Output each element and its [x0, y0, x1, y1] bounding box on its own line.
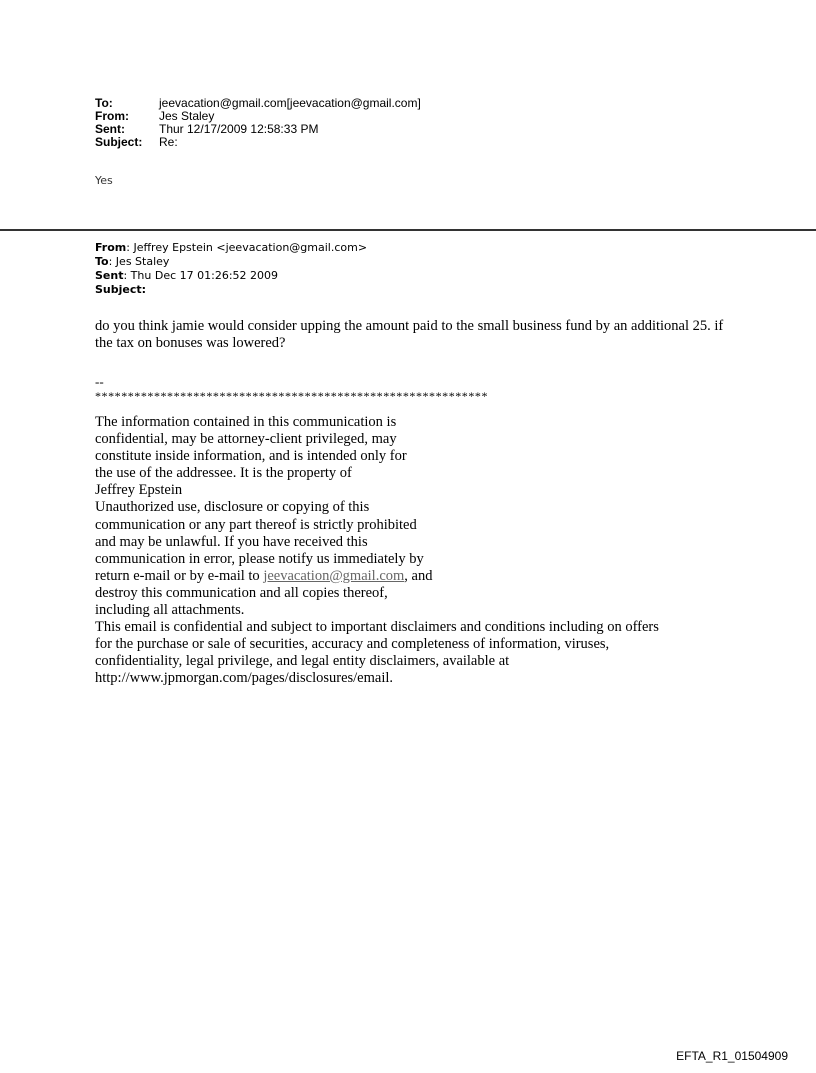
- email-link[interactable]: jeevacation@gmail.com: [263, 567, 405, 584]
- disclaimer-line: destroy this communication and all copies thereof,: [95, 584, 388, 601]
- orig-sent-label: Sent: [95, 269, 124, 282]
- sent-row: [95, 123, 421, 136]
- sent-value: Thur 12/17/2009 12:58:33 PM: [159, 122, 319, 136]
- disclaimer-line: confidential, may be attorney-client privileged, may: [95, 431, 397, 448]
- to-value: jeevacation@gmail.com[jeevacation@gmail.com]: [159, 96, 421, 110]
- divider: [0, 229, 816, 231]
- disclaimer: [95, 414, 735, 688]
- disclaimer-line: and may be unlawful. If you have received this: [95, 533, 368, 550]
- disclaimer-lines-after: [95, 585, 735, 688]
- sent-label: Sent:: [95, 122, 125, 136]
- to-label: To:: [95, 96, 113, 110]
- signature-separator: --: [95, 374, 104, 389]
- disclaimer-line: the use of the addressee. It is the property of: [95, 465, 352, 482]
- disclaimer-line: Unauthorized use, disclosure or copying of this: [95, 499, 370, 516]
- link-suffix: , and: [404, 567, 433, 584]
- disclaimer-line: confidentiality, legal privilege, and legal entity disclaimers, available at: [95, 653, 510, 670]
- email-header: [95, 97, 421, 149]
- disclaimer-line: The information contained in this communication is: [95, 414, 397, 430]
- disclaimer-line: http://www.jpmorgan.com/pages/disclosures/email.: [95, 670, 394, 687]
- disclaimer-line: communication in error, please notify us immediately by: [95, 550, 424, 567]
- orig-sent-row: [95, 269, 367, 283]
- orig-to-label: To: [95, 255, 109, 268]
- reply-text: Yes: [95, 174, 113, 187]
- orig-subject-row: [95, 283, 367, 297]
- disclaimer-line: communication or any part thereof is strictly prohibited: [95, 516, 417, 533]
- disclaimer-line: for the purchase or sale of securities, accuracy and completeness of information, viruses,: [95, 636, 610, 653]
- orig-subject-value: :: [141, 283, 147, 296]
- from-value: Jes Staley: [159, 109, 215, 123]
- to-row: [95, 97, 421, 110]
- disclaimer-line: constitute inside information, and is intended only for: [95, 448, 407, 465]
- message-text: do you think jamie would consider upping the amount paid to the small business fund by an additional 25. if the tax on bonuses was lowered?: [95, 318, 724, 351]
- orig-from-row: [95, 241, 367, 255]
- from-label: From:: [95, 109, 129, 123]
- disclaimer-line: including all attachments.: [95, 602, 245, 619]
- document-id: EFTA_R1_01504909: [676, 1049, 788, 1063]
- disclaimer-line: Jeffrey Epstein: [95, 482, 183, 499]
- asterisk-rule: ************************************************************: [95, 389, 488, 403]
- orig-to-row: [95, 255, 367, 269]
- disclaimer-lines-before: [95, 414, 735, 568]
- original-header: [95, 241, 367, 297]
- subject-value: Re:: [159, 135, 178, 149]
- message-body: [95, 318, 735, 352]
- disclaimer-line: This email is confidential and subject to important disclaimers and conditions including on offers: [95, 619, 659, 636]
- disclaimer-link-line: [95, 568, 735, 585]
- orig-from-label: From: [95, 241, 127, 254]
- orig-subject-label: Subject: [95, 283, 142, 296]
- orig-sent-value: : Thu Dec 17 01:26:52 2009: [123, 269, 279, 282]
- orig-from-value: : Jeffrey Epstein <jeevacation@gmail.com>: [126, 241, 368, 254]
- orig-to-value: : Jes Staley: [108, 255, 170, 268]
- link-prefix: return e-mail or by e-mail to: [95, 567, 264, 584]
- subject-row: [95, 136, 421, 149]
- subject-label: Subject:: [95, 135, 143, 149]
